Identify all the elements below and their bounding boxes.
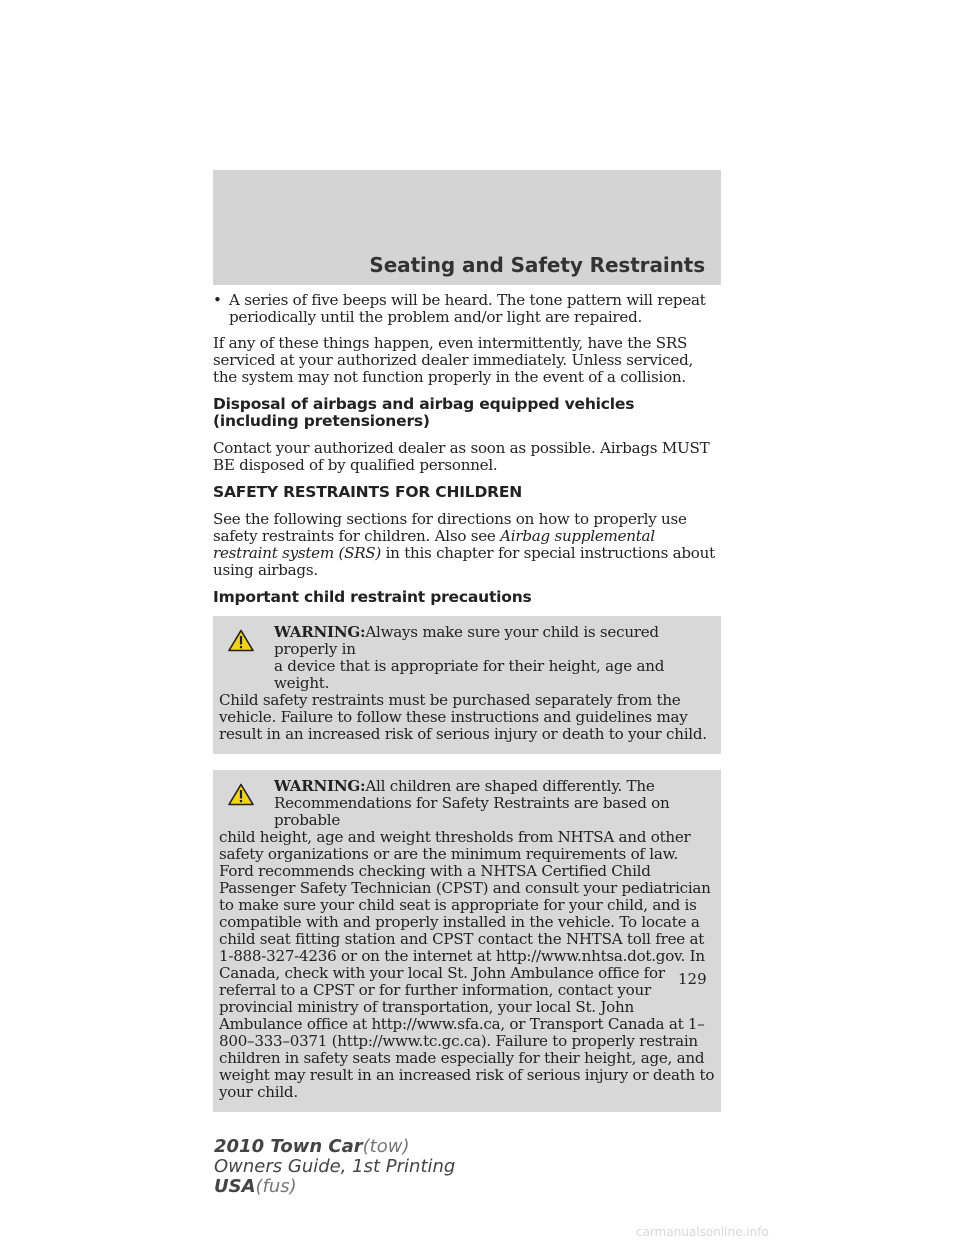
section-header-band: [213, 170, 721, 285]
watermark: carmanualsonline.info: [636, 1225, 769, 1239]
warning-body: child height, age and weight thresholds from NHTSA and other safety organizations or are the minimum requirements of law. Ford recommends checking with a NHTSA Certified Child Passenger Safety Technician (CPST) and consult your pediatrician to make sure your child seat is appropriate for your child, and is compatible with and properly installed in the vehicle. To locate a child seat fitting station and CPST contact the NHTSA toll free at 1-888-327-4236 or on the internet at http://www.nhtsa.dot.gov. In Canada, check with your local St. John Ambulance office for referral to a CPST or for further information, contact your provincial ministry of transportation, your local St. John Ambulance office at http://www.sfa.ca, or Transport Canada at 1–800–333–0371 (http://www.tc.gc.ca). Failure to properly restrain children in safety seats made especially for their height, age, and weight may result in an increased risk of serious injury or death to your child.: [219, 828, 715, 1101]
warning-label: WARNING:: [274, 623, 366, 641]
footer-model: 2010 Town Car: [214, 1136, 363, 1157]
bullet-text: A series of five beeps will be heard. The tone pattern will repeat periodically until the problem and/or light are repaired.: [229, 291, 706, 326]
warning-first-line: Always make sure your child is secured properly in: [274, 623, 659, 658]
page-content: [213, 292, 721, 1128]
children-text-pre: See the following sections for directions on how to properly use safety restraints for children. Also see: [213, 510, 687, 545]
document-footer: [214, 1137, 455, 1197]
warning-second-line: Recommendations for Safety Restraints are based on probable: [274, 794, 670, 829]
warning-body: Child safety restraints must be purchased separately from the vehicle. Failure to follow these instructions and guidelines may result in an increased risk of serious injury or death to your child.: [219, 691, 707, 743]
warning-triangle-icon: [219, 778, 274, 829]
disposal-heading-line1: Disposal of airbags and airbag equipped vehicles: [213, 395, 635, 413]
footer-market-code: (fus): [255, 1176, 297, 1197]
warning-triangle-icon: [219, 624, 274, 692]
footer-model-code: (tow): [362, 1136, 410, 1157]
warning-label: WARNING:: [274, 777, 366, 795]
bullet-item: [213, 292, 721, 326]
warning-second-line: a device that is appropriate for their height, age and weight.: [274, 657, 665, 692]
children-text-post: in this chapter for special instructions about using airbags.: [213, 544, 715, 579]
section-title: Seating and Safety Restraints: [369, 253, 705, 277]
disposal-heading: [213, 396, 721, 430]
disposal-paragraph: Contact your authorized dealer as soon as possible. Airbags MUST BE disposed of by qualified personnel.: [213, 439, 710, 474]
bullet-marker: •: [213, 291, 222, 309]
children-heading: SAFETY RESTRAINTS FOR CHILDREN: [213, 483, 523, 501]
precautions-heading: Important child restraint precautions: [213, 588, 532, 606]
disposal-heading-line2: (including pretensioners): [213, 412, 430, 430]
srs-reference: Airbag supplemental restraint system (SRS): [213, 527, 655, 562]
warning-first-line: All children are shaped differently. The: [365, 777, 655, 795]
page-number: 129: [678, 970, 707, 988]
warning-box-1: [213, 616, 721, 754]
children-paragraph: [213, 511, 721, 579]
footer-market: USA: [214, 1176, 256, 1197]
footer-printing: Owners Guide, 1st Printing: [214, 1156, 456, 1177]
service-paragraph: If any of these things happen, even intermittently, have the SRS serviced at your authorized dealer immediately. Unless serviced, the system may not function properly in the event of a collision.: [213, 334, 694, 386]
warning-box-2: [213, 770, 721, 1112]
